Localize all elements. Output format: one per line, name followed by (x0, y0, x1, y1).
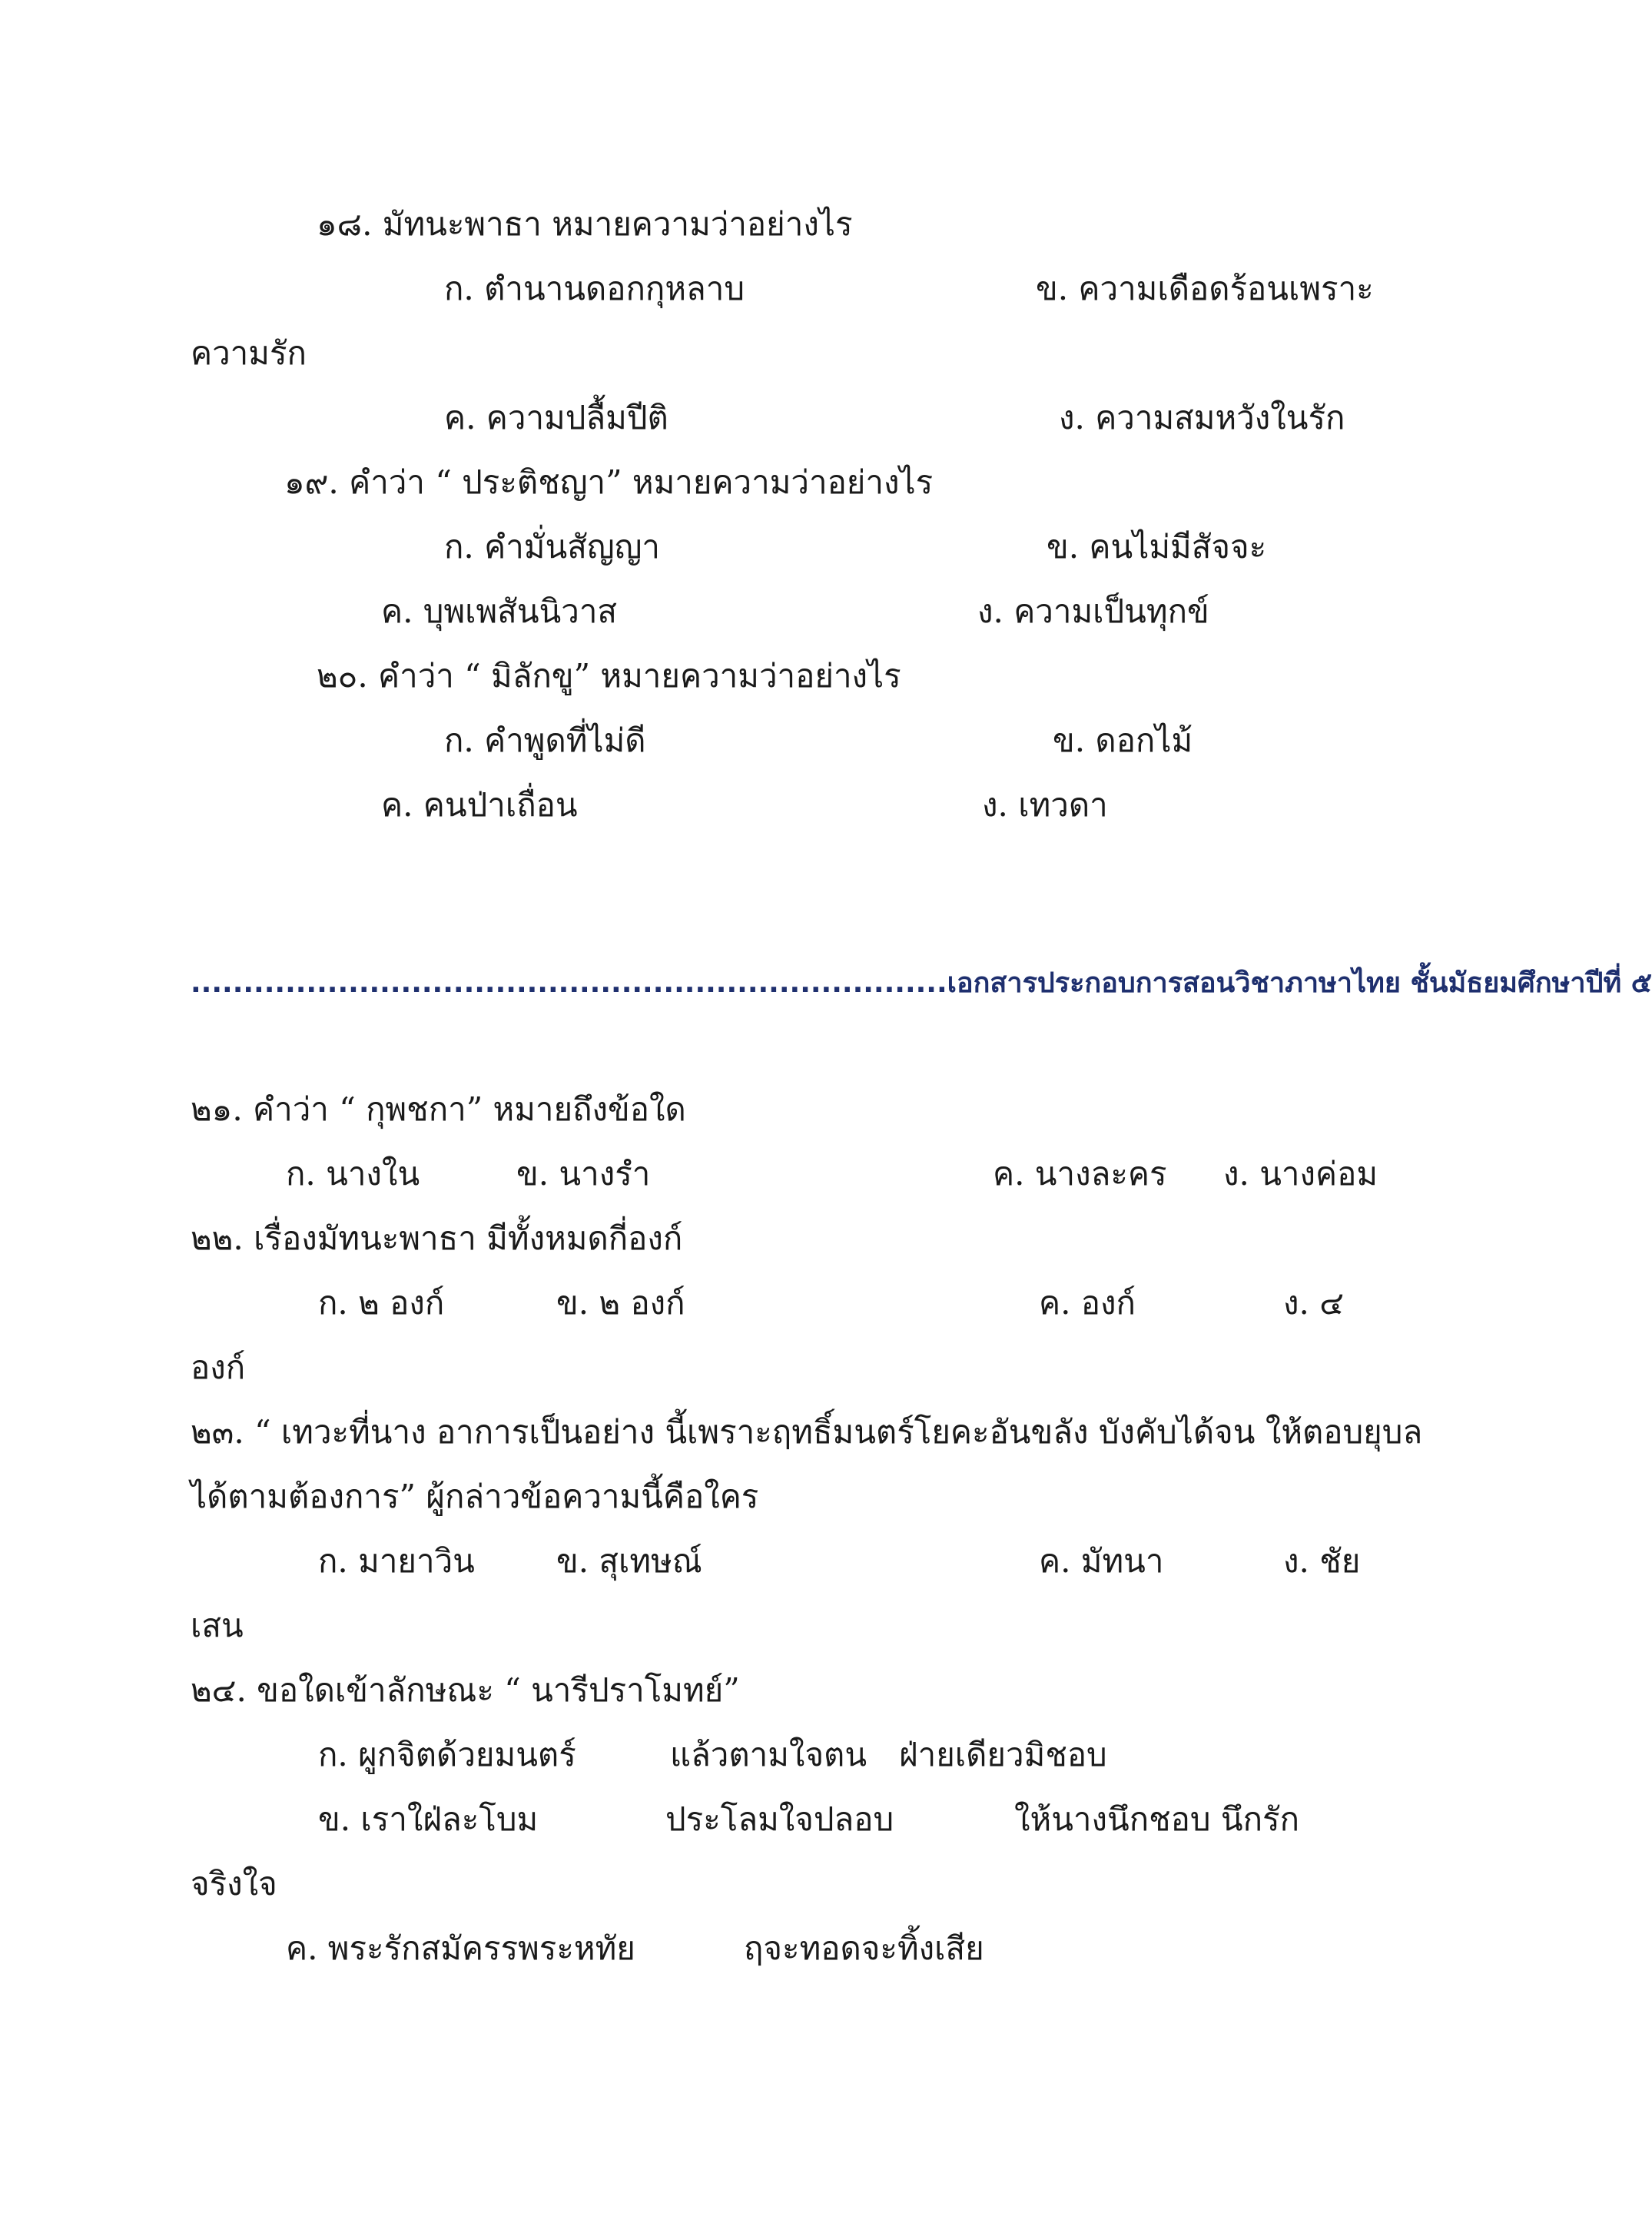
q19-option-d: ง. ความเป็นทุกข์ (977, 592, 1209, 630)
q21-option-b: ข. นางรำ (516, 1155, 651, 1193)
q24-option-a-part-1: ก. ผูกจิตด้วยมนตร์ (318, 1736, 576, 1773)
q20-option-d: ง. เทวดา (982, 786, 1108, 824)
q19-option-c: ค. บุพเพสันนิวาส (381, 592, 618, 630)
q18-option-b-continued: ความรัก (191, 334, 307, 372)
q24-option-c-part-2: ฤจะทอดจะทิ้งเสีย (744, 1929, 984, 1967)
question-20: ๒๐. คำว่า “ มิลักขู” หมายความว่าอย่างไร (317, 657, 901, 695)
q24-option-b-part-1: ข. เราใฝ่ละโบม (318, 1800, 539, 1838)
q24-option-a-part-2: แล้วตามใจตน (670, 1736, 867, 1773)
header-dot-leader: ........................................................................ (191, 967, 947, 999)
question-22: ๒๒. เรื่องมัทนะพาธา มีทั้งหมดกี่องก์ (191, 1219, 683, 1257)
q23-option-b: ข. สุเทษณ์ (556, 1542, 702, 1580)
q21-option-c: ค. นางละคร (993, 1155, 1167, 1193)
q22-option-a: ก. ๒ องก์ (318, 1284, 445, 1322)
document-header (191, 962, 1652, 1005)
q18-option-a: ก. ตำนานดอกกุหลาบ (444, 270, 745, 307)
q22-option-d: ง. ๔ (1283, 1284, 1344, 1322)
q23-option-c: ค. มัทนา (1039, 1542, 1164, 1580)
question-19: ๑๙. คำว่า “ ประติชญา” หมายความว่าอย่างไร (284, 463, 934, 501)
q23-option-d-continued: เสน (191, 1607, 244, 1644)
q20-option-c: ค. คนป่าเถื่อน (381, 786, 578, 824)
question-18: ๑๘. มัทนะพาธา หมายความว่าอย่างไร (317, 205, 853, 243)
q22-option-b: ข. ๒ องก์ (556, 1284, 685, 1322)
question-23-line-2: ได้ตามต้องการ” ผู้กล่าวข้อความนี้คือใคร (191, 1478, 759, 1515)
q24-option-b-part-2: ประโลมใจปลอบ (665, 1800, 894, 1838)
header-title: เอกสารประกอบการสอนวิชาภาษาไทย ชั้นมัธยมศึกษาปีที่ ๕ (947, 967, 1652, 999)
q24-option-b-part-3: ให้นางนึกชอบ นึกรัก (1014, 1800, 1300, 1838)
question-24: ๒๔. ขอใดเข้าลักษณะ “ นารีปราโมทย์” (191, 1671, 740, 1709)
q19-option-b: ข. คนไม่มีสัจจะ (1047, 528, 1267, 566)
q23-option-d: ง. ชัย (1283, 1542, 1361, 1580)
q24-option-c-part-1: ค. พระรักสมัครรพระหทัย (286, 1929, 635, 1967)
q24-option-b-continued: จริงใจ (191, 1865, 277, 1903)
q21-option-d: ง. นางค่อม (1223, 1155, 1378, 1193)
q19-option-a: ก. คำมั่นสัญญา (444, 528, 660, 566)
q24-option-a-part-3: ฝ่ายเดียวมิชอบ (899, 1736, 1107, 1773)
q23-option-a: ก. มายาวิน (318, 1542, 475, 1580)
q20-option-a: ก. คำพูดที่ไม่ดี (444, 722, 646, 759)
question-23-line-1: ๒๓. “ เทวะที่นาง อาการเป็นอย่าง นี้เพราะฤทธิ์มนตร์โยคะอันขลัง บังคับได้จน ให้ตอบยุบล (191, 1413, 1423, 1451)
q18-option-c: ค. ความปลื้มปีติ (444, 399, 668, 436)
q18-option-b: ข. ความเดือดร้อนเพราะ (1036, 270, 1374, 307)
q21-option-a: ก. นางใน (286, 1155, 420, 1193)
q22-option-c: ค. องก์ (1039, 1284, 1136, 1322)
question-21: ๒๑. คำว่า “ กุพชกา” หมายถึงข้อใด (191, 1090, 686, 1128)
q18-option-d: ง. ความสมหวังในรัก (1059, 399, 1345, 436)
q20-option-b: ข. ดอกไม้ (1053, 722, 1193, 759)
q22-option-d-continued: องก์ (191, 1349, 246, 1386)
